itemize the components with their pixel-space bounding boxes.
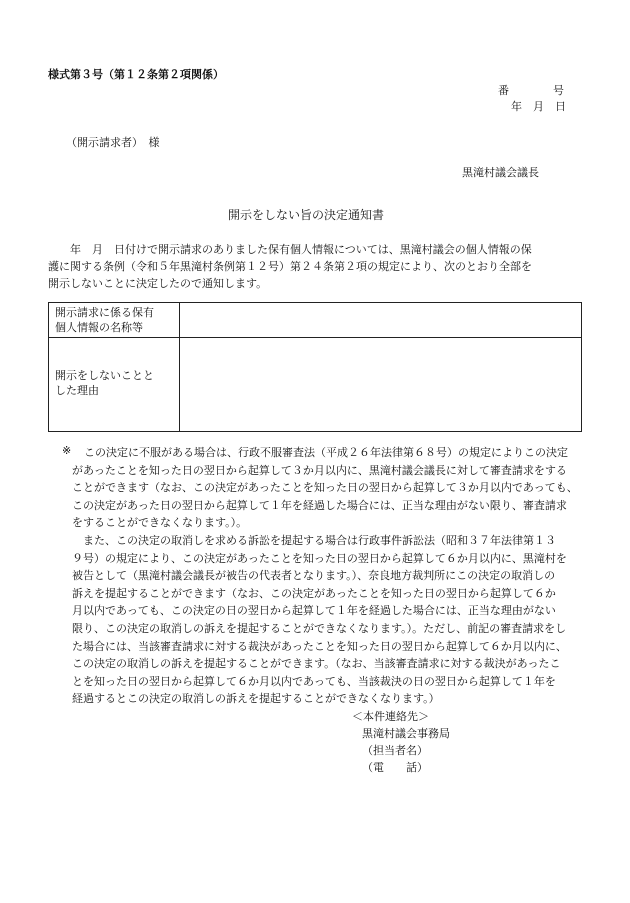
document-title: 開示をしない旨の決定通知書	[228, 208, 385, 222]
table-row	[49, 338, 582, 432]
note-line: をすることができなくなります。）。	[72, 516, 248, 530]
note-paragraph-2	[72, 532, 588, 708]
note-paragraph-1	[72, 444, 588, 532]
note-line: 被告として（黒滝村議会議長が被告の代表者となります。）、奈良地方裁判所にこの決定の取消しの	[72, 569, 556, 583]
note-line: この決定の取消しの訴えを提起することができます。（なお、当該審査請求に対する裁決があったこ	[72, 657, 561, 671]
note-line: また、この決定の取消しを求める訴訟を提起する場合は行政事件訴訟法（昭和３７年法律第１３	[72, 534, 556, 547]
note-line: 訴えを提起することができます（なお、この決定があったことを知った日の翌日から起算して６か	[72, 586, 556, 600]
table-row	[49, 303, 582, 338]
table-label-line: 開示をしないことと	[55, 369, 154, 382]
note-line: この決定があった日の翌日から起算して１年を経過した場合には、正当な理由がない限り、審査請求	[72, 498, 567, 512]
table-label-cell	[49, 338, 180, 432]
form-number: 様式第３号（第１２条第２項関係）	[48, 68, 224, 81]
contact-phone: （電 話）	[362, 761, 428, 774]
note-line: 月以内であっても、この決定の日の翌日から起算して１年を経過した場合には、正当な理由がない	[72, 604, 556, 618]
document-number-label: 番 号	[498, 84, 564, 97]
note-line: この決定に不服がある場合は、行政不服審査法（平成２６年法律第６８号）の規定によりこの決定	[84, 446, 568, 459]
table-label-cell	[49, 303, 180, 338]
body-line-2: 護に関する条例（令和５年黒滝村条例第１２号）第２４条第２項の規定により、次のとおり全部を	[48, 260, 532, 273]
table-value-cell	[180, 338, 582, 432]
contact-person: （担当者名）	[362, 744, 428, 757]
body-line-1: 年 月 日付けで開示請求のありました保有個人情報については、黒滝村議会の個人情報の保	[48, 243, 532, 256]
date-label: 年 月 日	[511, 100, 566, 113]
contact-heading: ＜本件連絡先＞	[352, 710, 429, 723]
body-line-3: 開示しないことに決定したので通知します。	[48, 277, 268, 290]
note-line: た場合には、当該審査請求に対する裁決があったことを知った日の翌日から起算して６か月以内に、	[72, 639, 567, 653]
table-label-line: 個人情報の名称等	[55, 321, 143, 334]
note-line: 経過するとこの決定の取消しの訴えを提起することができなくなります。）	[72, 692, 440, 706]
note-line: ９号）の規定により、この決定があったことを知った日の翌日から起算して６か月以内に、黒滝村を	[72, 551, 567, 565]
note-line: とを知った日の翌日から起算して６か月以内であっても、当該裁決の日の翌日から起算して１年を	[72, 674, 556, 688]
addressee: （開示請求者） 様	[66, 136, 160, 149]
contact-block	[352, 708, 450, 776]
note-line: 限り、この決定の取消しの訴えを提起することができなくなります。）。ただし、前記の審査請求をし	[72, 621, 567, 635]
table-label-line: した理由	[55, 384, 99, 397]
note-line: があったことを知った日の翌日から起算して３か月以内に、黒滝村議会議長に対して審査請求をする	[72, 463, 567, 477]
note-mark: ※	[62, 444, 72, 457]
info-table	[48, 302, 582, 432]
issuer: 黒滝村議会議長	[462, 166, 539, 179]
note-line: ことができます（なお、この決定があったことを知った日の翌日から起算して３か月以内であっても、	[72, 481, 578, 495]
contact-office: 黒滝村議会事務局	[362, 727, 450, 740]
table-label-line: 開示請求に係る保有	[55, 306, 154, 319]
table-value-cell	[180, 303, 582, 338]
